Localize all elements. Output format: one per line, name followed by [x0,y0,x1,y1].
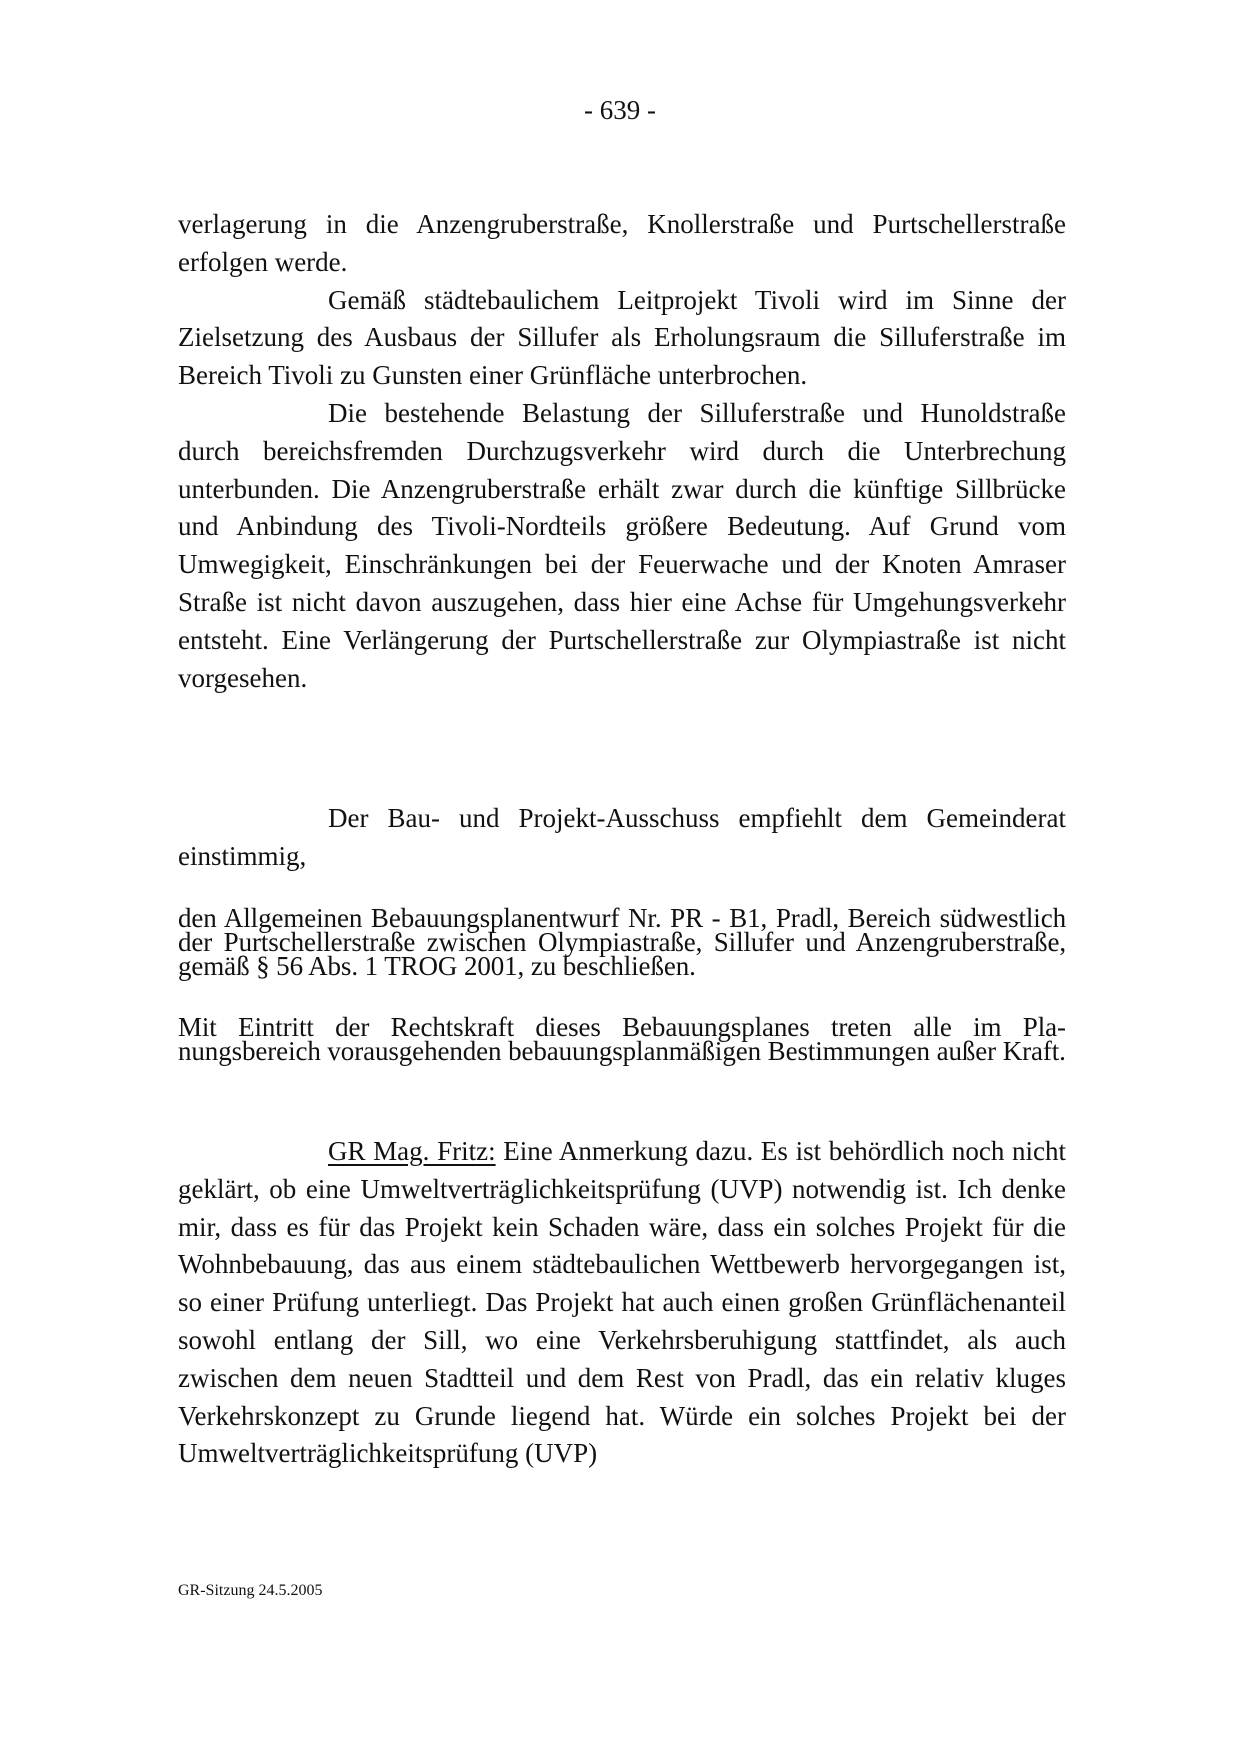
statement-text: Eine Anmerkung dazu. Es ist behördlich noch nicht geklärt, ob eine Umweltverträglichkeitsprüfung (UVP) notwendig ist. Ich denke mir, dass es für das Projekt kein Schaden wäre, dass ein solches Projekt für die Wohnbebauung, das aus einem städtebaulichen Wettbewerb hervorgegangen ist, so einer Prüfung unterliegt. Das Projekt hat auch einen großen Grünflächenanteil sowohl entlang der Sill, wo eine Verkehrsberuhigung stattfindet, als auch zwischen dem neuen Stadtteil und dem Rest von Pradl, das ein relativ kluges Verkehrskonzept zu Grunde liegend hat. Würde ein solches Projekt bei der Umweltverträglichkeitsprüfung (UVP) [178,1136,1067,1469]
paragraph-recommendation: Der Bau- und Projekt-Ausschuss empfiehlt dem Gemeinderat einstimmig, [178,803,1066,871]
paragraph-load: Die bestehende Belastung der Silluferstraße und Hunoldstraße durch bereichsfremden Durchzugsverkehr wird durch die Unterbrechung unterbunden. Die Anzengruberstraße erhält zwar durch die künftige Sillbrücke und Anbindung des Tivoli-Nordteils größere Bedeutung. Auf Grund vom Umwegigkeit, Einschränkungen bei der Feuerwache und der Knoten Amraser Straße ist nicht davon auszugehen, dass hier eine Achse für Umgehungsverkehr entsteht. Eine Verlängerung der Purtschellerstraße zur Olympiastraße ist nicht vorgesehen. [178,397,1066,693]
page-number: - 639 - [584,95,656,125]
paragraph-statement [178,1133,1066,1473]
decision-text-repeal: Mit Eintritt der Rechtskraft dieses Bebauungsplanes treten alle im Planungsbereich vorausgehenden bebauungsplanmäßigen Bestimmungen außer Kraft. [178,1012,1066,1066]
paragraph-traffic-shift: verlagerung in die Anzengruberstraße, Knollerstraße und Purtschellerstraße erfolgen werde. [178,209,1066,277]
speaker-name: GR Mag. Fritz: [328,1136,496,1166]
body-section-recommendation [178,800,1066,876]
footer-session: GR-Sitzung 24.5.2005 [178,1582,323,1599]
decision-text-adopt: den Allgemeinen Bebauungsplanentwurf Nr. PR - B1, Pradl, Bereich südwestlich der Purtschellerstraße zwischen Olympiastraße, Sillufer und Anzengruberstraße, gemäß § 56 Abs. 1 TROG 2001, zu beschließen. [178,903,1066,981]
body-section-statement [178,1133,1066,1473]
paragraph-leitprojekt: Gemäß städtebaulichem Leitprojekt Tivoli wird im Sinne der Zielsetzung des Ausbaus der Sillufer als Erholungsraum die Silluferstraße im Bereich Tivoli zu Gunsten einer Grünfläche unterbrochen. [178,284,1066,391]
body-section-traffic [178,206,1066,697]
